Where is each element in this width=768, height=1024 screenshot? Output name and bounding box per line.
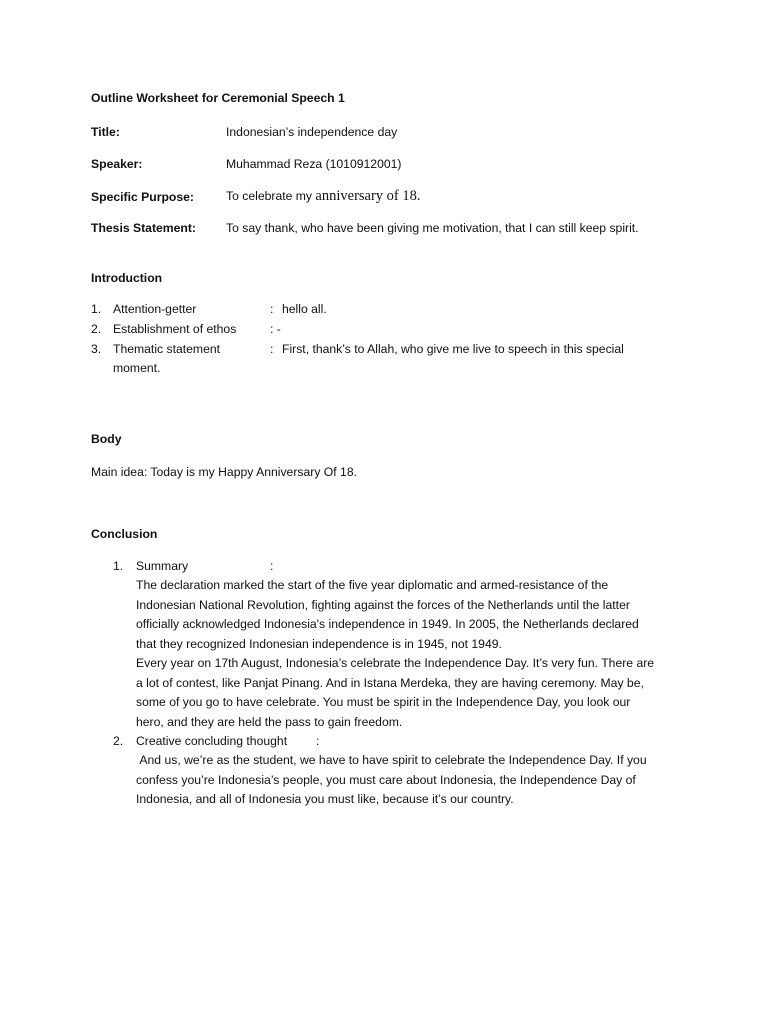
intro-item-3-number: 3. — [91, 342, 102, 356]
conclusion-item-2-separator: : — [316, 734, 320, 748]
intro-item-1-label: Attention-getter — [113, 302, 197, 316]
summary-paragraph-1: The declaration marked the start of the five year diplomatic and armed-resistance of the Indonesian National Revolution, fighting against the forces of the Netherlands until the latter officially acknowledged Indonesia's independence in 1949. In 2005, the Netherlands declared that they recognized Indonesian independence is in 1945, not 1949. — [136, 578, 639, 651]
conclusion-item-2-label: Creative concluding thought — [136, 734, 288, 748]
purpose-label: Specific Purpose: — [91, 190, 194, 204]
title-label: Title: — [91, 125, 120, 139]
intro-item-2-separator: : - — [270, 322, 281, 336]
body-heading: Body — [91, 432, 122, 446]
speaker-value: Muhammad Reza (1010912001) — [226, 157, 402, 171]
intro-item-3-value: First, thank’s to Allah, who give me live to speech in this special — [282, 342, 624, 356]
intro-item-2-number: 2. — [91, 322, 102, 336]
intro-item-3-continuation: moment. — [113, 361, 161, 375]
thesis-label: Thesis Statement: — [91, 221, 196, 235]
intro-item-3-label: Thematic statement — [113, 342, 221, 356]
worksheet-title: Outline Worksheet for Ceremonial Speech 1 — [91, 91, 345, 105]
conclusion-item-1-number: 1. — [113, 559, 124, 573]
intro-item-2-label: Establishment of ethos — [113, 322, 237, 336]
conclusion-item-1-separator: : — [270, 559, 274, 573]
conclusion-item-1-label: Summary — [136, 559, 189, 573]
intro-item-1-value: hello all. — [282, 302, 327, 316]
purpose-value-part-a: To celebrate my — [226, 189, 316, 203]
thesis-value: To say thank, who have been giving me motivation, that I can still keep spirit. — [226, 221, 639, 235]
intro-item-1-separator: : — [270, 302, 274, 316]
purpose-value — [226, 188, 421, 205]
title-value: Indonesian’s independence day — [226, 125, 398, 139]
body-main-idea: Main idea: Today is my Happy Anniversary Of 18. — [91, 465, 357, 479]
conclusion-item-2-number: 2. — [113, 734, 124, 748]
concluding-thought-paragraph: And us, we’re as the student, we have to have spirit to celebrate the Independence Day. If you confess you’re Indonesia’s people, you must care about Indonesia, the Independence Day of Indonesia, and all of Indonesia you must like, because it’s our country. — [136, 753, 651, 806]
intro-item-3-separator: : — [270, 342, 274, 356]
introduction-heading: Introduction — [91, 271, 163, 285]
speaker-label: Speaker: — [91, 157, 143, 171]
conclusion-heading: Conclusion — [91, 527, 158, 541]
summary-paragraph-2: Every year on 17th August, Indonesia’s celebrate the Independence Day. It’s very fun. There are a lot of contest, like Panjat Pinang. And in Istana Merdeka, they are having ceremony. May be, some of you go to have celebrate. You must be spirit in the Independence Day, you look our hero, and they are held the pass to gain freedom. — [136, 656, 655, 729]
intro-item-1-number: 1. — [91, 302, 102, 316]
purpose-value-part-b: anniversary of 18. — [315, 188, 421, 204]
